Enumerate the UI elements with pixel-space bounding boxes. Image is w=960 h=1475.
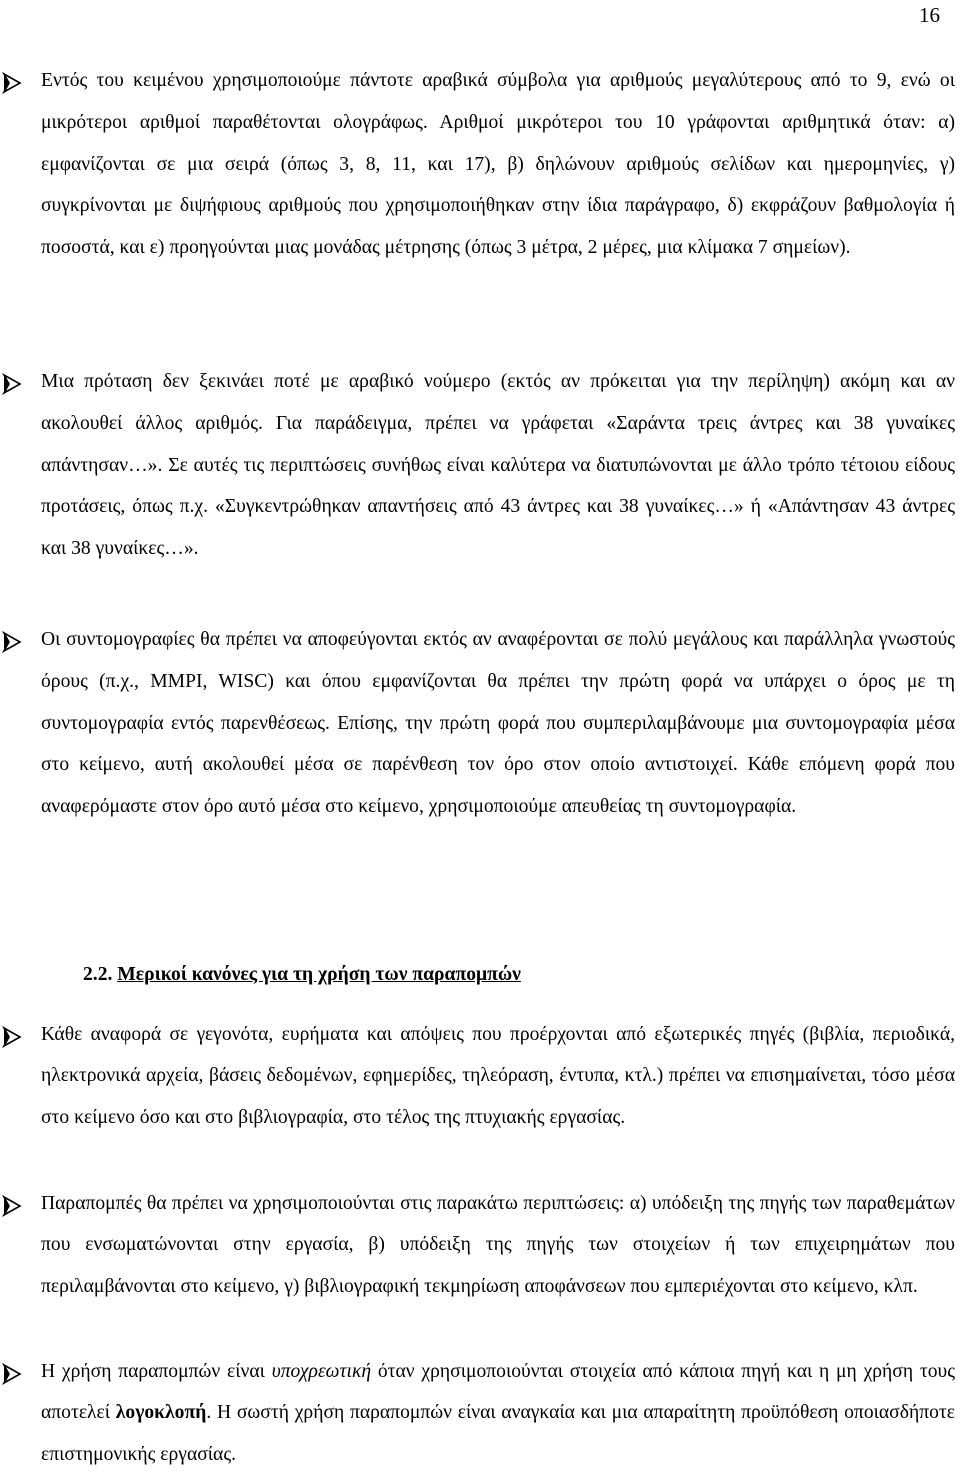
page-number: 16	[919, 3, 940, 27]
bullet-text: Εντός του κειμένου χρησιμοποιούμε πάντοτε αραβικά σύμβολα για αριθμούς μεγαλύτερους από το 9, ενώ οι μικρότεροι αριθμοί παραθέτονται ολογράφως. Αριθμοί μικρότεροι του 10 γράφονται αριθμητικά όταν: α) εμφανίζονται σε μια σειρά (όπως 3, 8, 11, και 17), β) δηλώνουν αριθμούς σελίδων και ημερομηνίες, γ) συγκρίνονται με διψήφιους αριθμούς που χρησιμοποιήθηκαν στην ίδια παράγραφο, δ) εκφράζουν βαθμολογία ή ποσοστά, και ε) προηγούνται μιας μονάδας μέτρησης (όπως 3 μέτρα, 2 μέρες, μια κλίμακα 7 σημείων).	[41, 70, 955, 259]
section-heading	[83, 962, 521, 988]
arrowhead-bullet-icon	[1, 72, 23, 94]
arrowhead-bullet-icon	[1, 373, 23, 395]
text-segment: . Η σωστή χρήση παραπομπών είναι αναγκαία και μια απαραίτητη προϋπόθεση οποιασδήποτε επιστημονικής εργασίας.	[41, 1402, 955, 1465]
strong-text: λογοκλοπή	[115, 1402, 207, 1424]
arrowhead-bullet-icon	[1, 1195, 23, 1217]
section-number: 2.2.	[83, 964, 113, 985]
arrowhead-bullet-icon	[1, 1363, 23, 1385]
text-segment: Η χρήση παραπομπών είναι	[41, 1361, 272, 1382]
bullet-text: Κάθε αναφορά σε γεγονότα, ευρήματα και απόψεις που προέρχονται από εξωτερικές πηγές (βιβλία, περιοδικά, ηλεκτρονικά αρχεία, βάσεις δεδομένων, εφημερίδες, τηλεόραση, έντυπα, κτλ.) πρέπει να επισημαίνεται, τόσο μέσα στο κείμενο όσο και στο βιβλιογραφία, στο τέλος της πτυχιακής εργασίας.	[41, 1024, 955, 1128]
text-segment: όταν χρησιμοποιούνται στοιχεία από κάποια πηγή και η μη χρήση τους αποτελεί	[41, 1361, 955, 1424]
arrowhead-bullet-icon	[1, 631, 23, 653]
emphasis-text: υποχρεωτική	[271, 1361, 372, 1382]
arrowhead-bullet-icon	[1, 1026, 23, 1048]
bullet-text: Οι συντομογραφίες θα πρέπει να αποφεύγονται εκτός αν αναφέρονται σε πολύ μεγάλους και παράλληλα γνωστούς όρους (π.χ., MMPI, WISC) και όπου εμφανίζονται θα πρέπει την πρώτη φορά να υπάρχει ο όρος με τη συντομογραφία εντός παρενθέσεως. Επίσης, την πρώτη φορά που συμπεριλαμβάνουμε μια συντομογραφία μέσα στο κείμενο, αυτή ακολουθεί μέσα σε παρένθεση τον όρο στον οποίο αντιστοιχεί. Κάθε επόμενη φορά που αναφερόμαστε στον όρο αυτό μέσα στο κείμενο, χρησιμοποιούμε απευθείας τη συντομογραφία.	[41, 629, 955, 818]
bullet-text: Μια πρόταση δεν ξεκινάει ποτέ με αραβικό νούμερο (εκτός αν πρόκειται για την περίληψη) ακόμη και αν ακολουθεί άλλος αριθμός. Για παράδειγμα, πρέπει να γράφεται «Σαράντα τρεις άντρες και 38 γυναίκες απάντησαν…». Σε αυτές τις περιπτώσεις συνήθως είναι καλύτερα να διατυπώνονται με άλλο τρόπο τέτοιου είδους προτάσεις, όπως π.χ. «Συγκεντρώθηκαν απαντήσεις από 43 άντρες και 38 γυναίκες…» ή «Απάντησαν 43 άντρες και 38 γυναίκες…».	[41, 371, 955, 560]
bullet-text	[41, 1351, 955, 1475]
section-title: Μερικοί κανόνες για τη χρήση των παραπομπών	[117, 964, 521, 985]
bullet-text: Παραπομπές θα πρέπει να χρησιμοποιούνται στις παρακάτω περιπτώσεις: α) υπόδειξη της πηγής των παραθεμάτων που ενσωματώνονται στην εργασία, β) υπόδειξη της πηγής των στοιχείων ή των επιχειρημάτων που περιλαμβάνονται στο κείμενο, γ) βιβλιογραφική τεκμηρίωση αποφάνσεων που εμπεριέχονται στο κείμενο, κλπ.	[41, 1193, 955, 1297]
